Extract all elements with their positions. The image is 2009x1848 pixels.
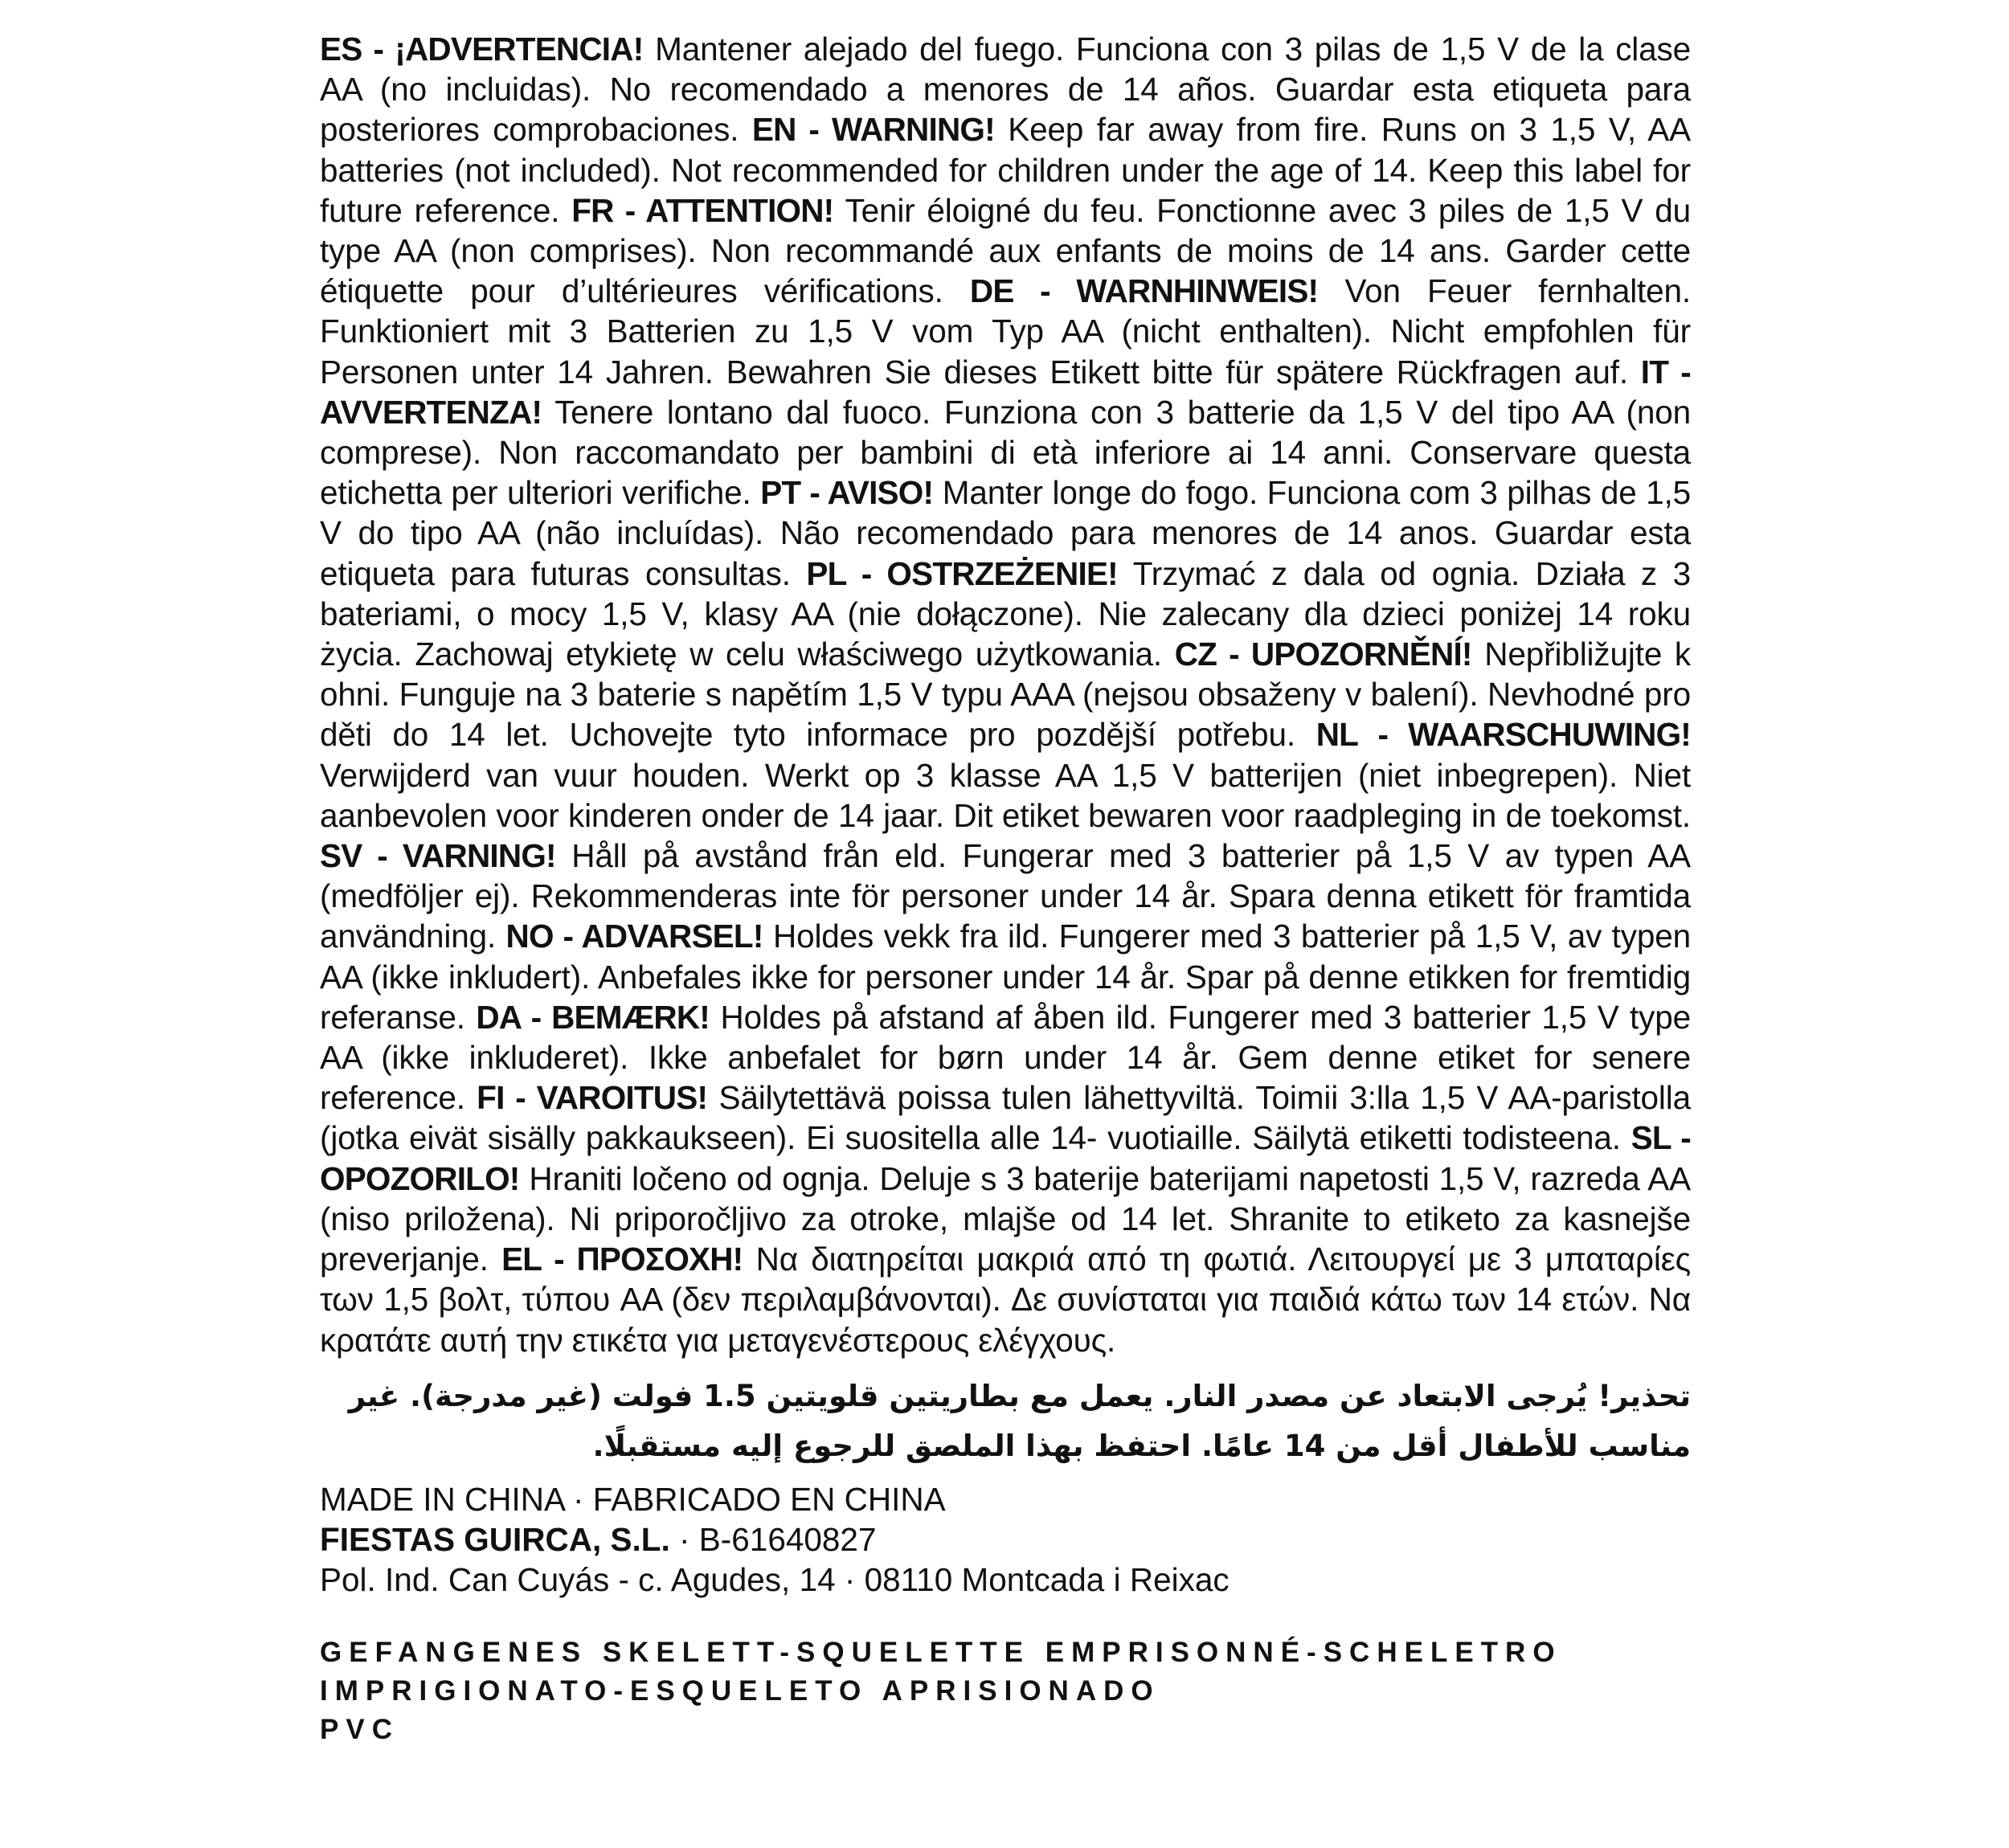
warning-header-pl: PL - OSTRZEŻENIE! (806, 554, 1118, 592)
warning-header-sl: SL - OPOZORILO! (320, 1119, 1691, 1197)
address-line: Pol. Ind. Can Cuyás - c. Agudes, 14 · 08110 Montcada i Reixac (320, 1560, 1230, 1598)
warning-text-sl: Hraniti ločeno od ognja. Deluje s 3 baterije baterijami napetosti 1,5 V, razreda AA (niso priložena). Ni priporočljivo za otroke, mlajše od 14 let. Shranite to etiketo za kasnejše preverjanje. (320, 1159, 1691, 1278)
warning-text-es: Mantener alejado del fuego. Funciona con 3 pilas de 1,5 V de la clase AA (no incluidas). No recomendado a menores de 14 años. Guardar esta etiqueta para posteriores comprobaciones. (320, 31, 1691, 149)
warning-text-no: Holdes vekk fra ild. Fungerer med 3 batterier på 1,5 V, av typen AA (ikke inkludert). Anbefales ikke for personer under 14 år. Spar på denne etikken for fremtidig referanse. (320, 918, 1691, 1036)
tax-id: · B-61640827 (669, 1520, 877, 1558)
multilingual-warnings (320, 29, 1691, 1360)
warning-text-da: Holdes på afstand af åben ild. Fungerer med 3 batterier 1,5 V type AA (ikke inkluderet). Ikke anbefalet for børn under 14 år. Gem denne etiket for senere reference. (320, 998, 1691, 1117)
warning-header-el: EL - ΠΡΟΣΟΧΗ! (501, 1241, 743, 1278)
warning-header-da: DA - BEMÆRK! (476, 998, 710, 1036)
warning-header-sv: SV - VARNING! (320, 837, 556, 875)
product-name-line-1: GEFANGENES SKELETT-SQUELETTE EMPRISONNÉ-SCHELETRO (320, 1636, 1562, 1668)
warning-text-cz: Nepřibližujte k ohni. Funguje na 3 baterie s napětím 1,5 V typu AAA (nejsou obsaženy v balení). Nevhodné pro děti do 14 let. Uchovejte tyto informace pro pozdější potřebu. (320, 636, 1691, 754)
warning-header-pt: PT - AVISO! (760, 474, 934, 512)
warning-header-it: IT - AVVERTENZA! (320, 353, 1691, 431)
company-name: FIESTAS GUIRCA, S.L. (320, 1520, 670, 1558)
warning-text-fr: Tenir éloigné du feu. Fonctionne avec 3 piles de 1,5 V du type AA (non comprises). Non recommandé aux enfants de moins de 14 ans. Garder cette étiquette pour d’ultérieures vérifications. (320, 191, 1692, 310)
warning-header-fi: FI - VAROITUS! (477, 1079, 708, 1117)
product-label (320, 29, 1691, 1749)
warning-text-de: Von Feuer fernhalten. Funktioniert mit 3 Batterien zu 1,5 V vom Typ AA (nicht enthalten). Nicht empfohlen für Personen unter 14 Jahren. Bewahren Sie dieses Etikett bitte für spätere Rückfragen auf. (320, 272, 1691, 390)
warning-header-no: NO - ADVARSEL! (505, 918, 763, 955)
warning-text-pl: Trzymać z dala od ognia. Działa z 3 bateriami, o mocy 1,5 V, klasy AA (nie dołączone). Nie zalecany dla dzieci poniżej 14 roku życia. Zachowaj etykietę w celu właściwego użytkowania. (320, 554, 1692, 673)
warning-header-de: DE - WARNHINWEIS! (969, 272, 1319, 310)
warning-header-en: EN - WARNING! (751, 111, 995, 149)
origin-line: MADE IN CHINA · FABRICADO EN CHINA (320, 1480, 946, 1518)
warning-header-cz: CZ - UPOZORNĚNÍ! (1174, 636, 1472, 673)
warning-text-it: Tenere lontano dal fuoco. Funziona con 3 batterie da 1,5 V del tipo AA (non comprese). Non raccomandato per bambini di età inferiore ai 14 anni. Conservare questa etichetta per ulteriori verifiche. (320, 393, 1691, 512)
arabic-warning-text: يُرجى الابتعاد عن مصدر النار. يعمل مع بطاريتين قلويتين 1.5 فولت (غير مدرجة). غير مناسب للأطفال أقل من 14 عامًا. احتفظ بهذا الملصق للرجوع إليه مستقبلًا. (348, 1378, 1691, 1463)
arabic-warning-header: تحذير! (1598, 1378, 1691, 1413)
warning-text-sv: Håll på avstånd från eld. Fungerar med 3 batterier på 1,5 V av typen AA (medföljer ej). Rekommenderas inte för personer under 14 år. Spara denna etikett för framtida användning. (320, 837, 1691, 955)
warning-text-el: Να διατηρείται μακριά από τη φωτιά. Λειτουργεί με 3 μπαταρίες των 1,5 βολτ, τύπου AA (δεν περιλαμβάνονται). Δε συνίσταται για παιδιά κάτω των 14 ετών. Να κρατάτε αυτή την ετικέτα για μεταγενέστερους ελέγχους. (320, 1241, 1691, 1359)
product-name-line-2: IMPRIGIONATO-ESQUELETO APRISIONADO (320, 1674, 1160, 1707)
arabic-warning (320, 1372, 1691, 1471)
company-line (320, 1519, 1691, 1560)
warning-header-es: ES - ¡ADVERTENCIA! (320, 31, 644, 67)
warning-header-fr: FR - ATTENTION! (571, 191, 834, 229)
warning-text-pt: Manter longe do fogo. Funciona com 3 pilhas de 1,5 V do tipo AA (não incluídas). Não recomendado para menores de 14 anos. Guardar esta etiqueta para futuras consultas. (320, 474, 1692, 592)
manufacturer-info (320, 1479, 1691, 1600)
warning-header-nl: NL - WAARSCHUWING! (1315, 716, 1691, 754)
warning-text-nl: Verwijderd van vuur houden. Werkt op 3 klasse AA 1,5 V batterijen (niet inbegrepen). Niet aanbevolen voor kinderen onder de 14 jaar. Dit etiket bewaren voor raadpleging in de toekomst. (320, 756, 1691, 834)
warning-text-en: Keep far away from fire. Runs on 3 1,5 V, AA batteries (not included). Not recommended for children under the age of 14. Keep this label for future reference. (320, 111, 1691, 229)
product-material: PVC (320, 1713, 399, 1745)
warning-text-fi: Säilytettävä poissa tulen lähettyviltä. Toimii 3:lla 1,5 V AA-paristolla (jotka eivät sisälly pakkaukseen). Ei suositella alle 14- vuotiaille. Säilytä etiketti todisteena. (320, 1079, 1692, 1157)
product-names (320, 1633, 1691, 1749)
